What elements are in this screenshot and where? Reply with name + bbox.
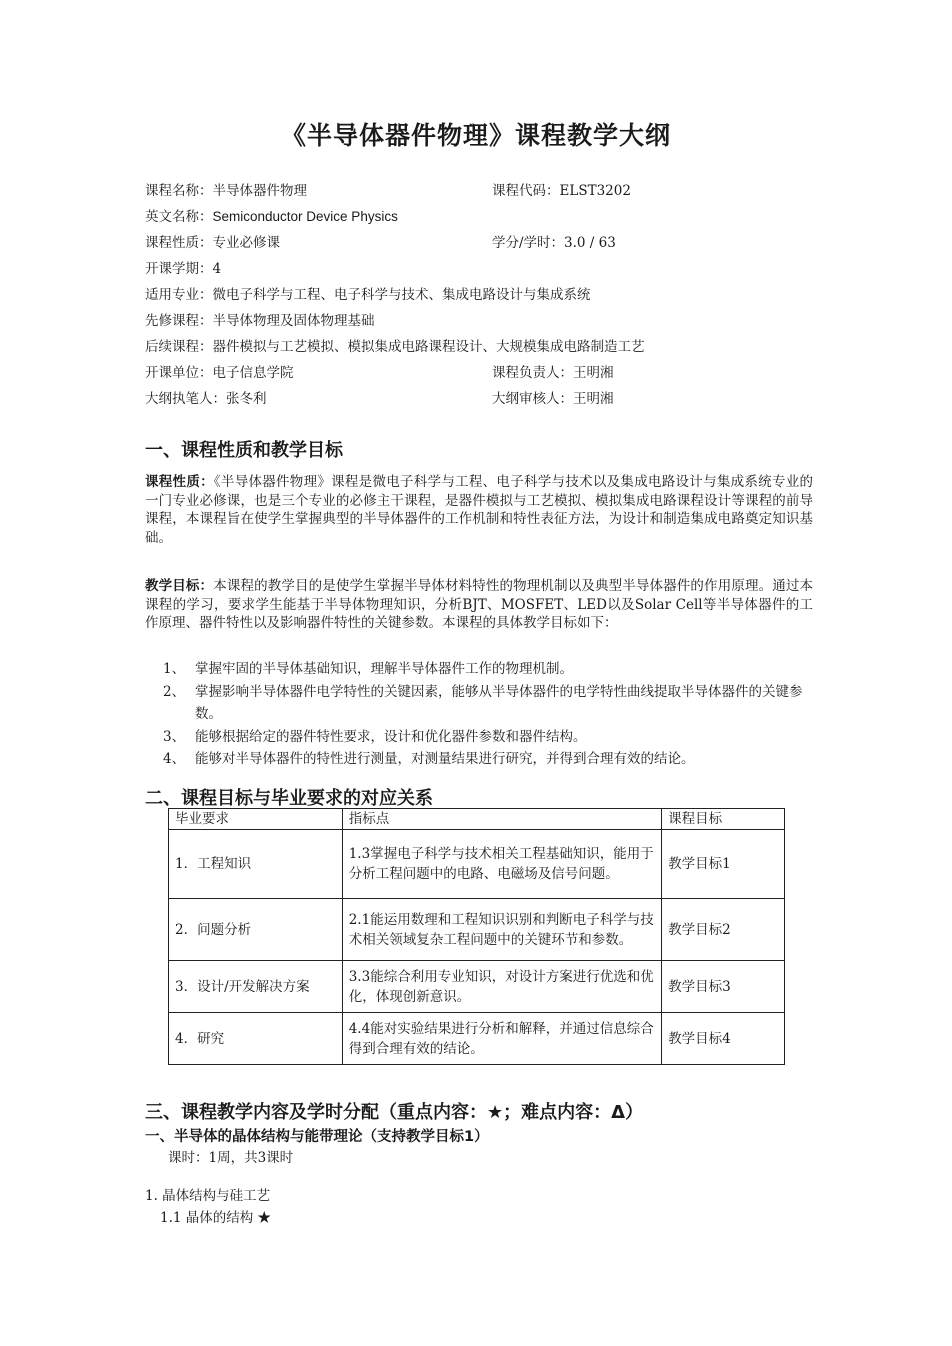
- section-heading-1: 一、课程性质和教学目标: [145, 440, 343, 461]
- table-row: [169, 1013, 785, 1065]
- course-nature-paragraph: [145, 473, 813, 547]
- list-text: 掌握牢固的半导体基础知识，理解半导体器件工作的物理机制。: [195, 661, 573, 677]
- teaching-goal-text: 本课程的教学目的是使学生掌握半导体材料特性的物理机制以及典型半导体器件的作用原理。通过本课程的学习，要求学生能基于半导体物理知识，分析BJT、MOSFET、LED以及Solar Cell等半导体器件的工作原理、器件特性以及影响器件特性的关键参数。本课程的具体教学目标如下：: [145, 578, 814, 632]
- course-info: [145, 178, 825, 412]
- list-number: 4、: [163, 751, 186, 767]
- requirement-cell: 4．研究: [169, 1013, 343, 1065]
- list-text: 能够根据给定的器件特性要求，设计和优化器件参数和器件结构。: [195, 728, 587, 745]
- requirements-table: [168, 808, 785, 1065]
- course-code: 课程代码：ELST3202: [492, 183, 631, 199]
- indicator-cell: 1.3掌握电子科学与技术相关工程基础知识，能用于分析工程问题中的电路、电磁场及信号问题。: [342, 830, 661, 899]
- meta-row: [145, 282, 825, 308]
- indicator-cell: 3.3能综合利用专业知识，对设计方案进行优选和优化，体现创新意识。: [342, 961, 661, 1013]
- column-header: 指标点: [342, 809, 661, 830]
- goal-cell: 教学目标4: [662, 1013, 785, 1065]
- meta-row: [145, 334, 825, 360]
- table-row: [169, 961, 785, 1013]
- course-nature-text: 《半导体器件物理》课程是微电子科学与工程、电子科学与技术以及集成电路设计与集成系统专业的一门专业必修课，也是三个专业的必修主干课程，是器件模拟与工艺模拟、模拟集成电路课程设计等课程的前导课程，本课程旨在使学生掌握典型的半导体器件的工作机制和特性表征方法，为设计和制造集成电路奠定知识基础。: [145, 474, 814, 546]
- semester: 开课学期：4: [145, 261, 222, 277]
- indicator-cell: 2.1能运用数理和工程知识识别和判断电子科学与技术相关领域复杂工程问题中的关键环节和参数。: [342, 899, 661, 961]
- course-name: 课程名称：半导体器件物理: [145, 183, 307, 199]
- course-nature-label: 课程性质：: [145, 474, 214, 490]
- list-text: 掌握影响半导体器件电学特性的关键因素，能够从半导体器件的电学特性曲线提取半导体器件的关键参数。: [195, 683, 803, 722]
- meta-row: [145, 204, 825, 230]
- list-item: [163, 681, 813, 726]
- department: 开课单位：电子信息学院: [145, 365, 294, 381]
- teaching-goal-label: 教学目标：: [145, 578, 214, 594]
- applicable-majors: 适用专业：微电子科学与工程、电子科学与技术、集成电路设计与集成系统: [145, 287, 591, 303]
- column-header: 毕业要求: [169, 809, 343, 830]
- chapter-heading: 一、半导体的晶体结构与能带理论（支持教学目标1）: [145, 1129, 489, 1145]
- requirement-cell: 1．工程知识: [169, 830, 343, 899]
- meta-row: [145, 360, 825, 386]
- requirement-cell: 2．问题分析: [169, 899, 343, 961]
- section-heading-3: 三、课程教学内容及学时分配（重点内容：★；难点内容：Δ）: [145, 1102, 644, 1123]
- meta-row: [145, 230, 825, 256]
- table-row: [169, 830, 785, 899]
- prerequisites: 先修课程：半导体物理及固体物理基础: [145, 313, 375, 329]
- outline-item: 1. 晶体结构与硅工艺: [145, 1188, 271, 1204]
- syllabus-author: 大纲执笔人：张冬利: [145, 391, 267, 407]
- list-number: 3、: [163, 728, 186, 745]
- list-item: [163, 726, 813, 749]
- meta-row: [145, 308, 825, 334]
- section-heading-2: 二、课程目标与毕业要求的对应关系: [145, 788, 433, 809]
- meta-row: [145, 256, 825, 282]
- table-header-row: [169, 809, 785, 830]
- syllabus-reviewer: 大纲审核人：王明湘: [492, 391, 614, 407]
- credits-hours: 学分/学时：3.0 / 63: [492, 235, 616, 251]
- column-header: 课程目标: [662, 809, 785, 830]
- table-row: [169, 899, 785, 961]
- goal-cell: 教学目标2: [662, 899, 785, 961]
- outline-subitem: 1.1 晶体的结构 ★: [160, 1210, 272, 1226]
- course-type: 课程性质：专业必修课: [145, 235, 280, 251]
- goal-cell: 教学目标3: [662, 961, 785, 1013]
- requirement-cell: 3．设计/开发解决方案: [169, 961, 343, 1013]
- english-name: 英文名称：Semiconductor Device Physics: [145, 209, 398, 224]
- list-text: 能够对半导体器件的特性进行测量，对测量结果进行研究，并得到合理有效的结论。: [195, 751, 695, 767]
- class-hours: 课时：1周，共3课时: [168, 1150, 294, 1166]
- course-lead: 课程负责人：王明湘: [492, 365, 614, 381]
- meta-row: [145, 386, 825, 412]
- teaching-goals-list: [163, 658, 813, 771]
- page-title: 《半导体器件物理》课程教学大纲: [280, 121, 671, 150]
- list-item: [163, 658, 813, 681]
- list-item: [163, 748, 813, 771]
- goal-cell: 教学目标1: [662, 830, 785, 899]
- list-number: 1、: [163, 661, 186, 677]
- list-number: 2、: [163, 683, 186, 700]
- indicator-cell: 4.4能对实验结果进行分析和解释，并通过信息综合得到合理有效的结论。: [342, 1013, 661, 1065]
- meta-row: [145, 178, 825, 204]
- followup-courses: 后续课程：器件模拟与工艺模拟、模拟集成电路课程设计、大规模集成电路制造工艺: [145, 339, 645, 355]
- teaching-goal-paragraph: [145, 577, 813, 633]
